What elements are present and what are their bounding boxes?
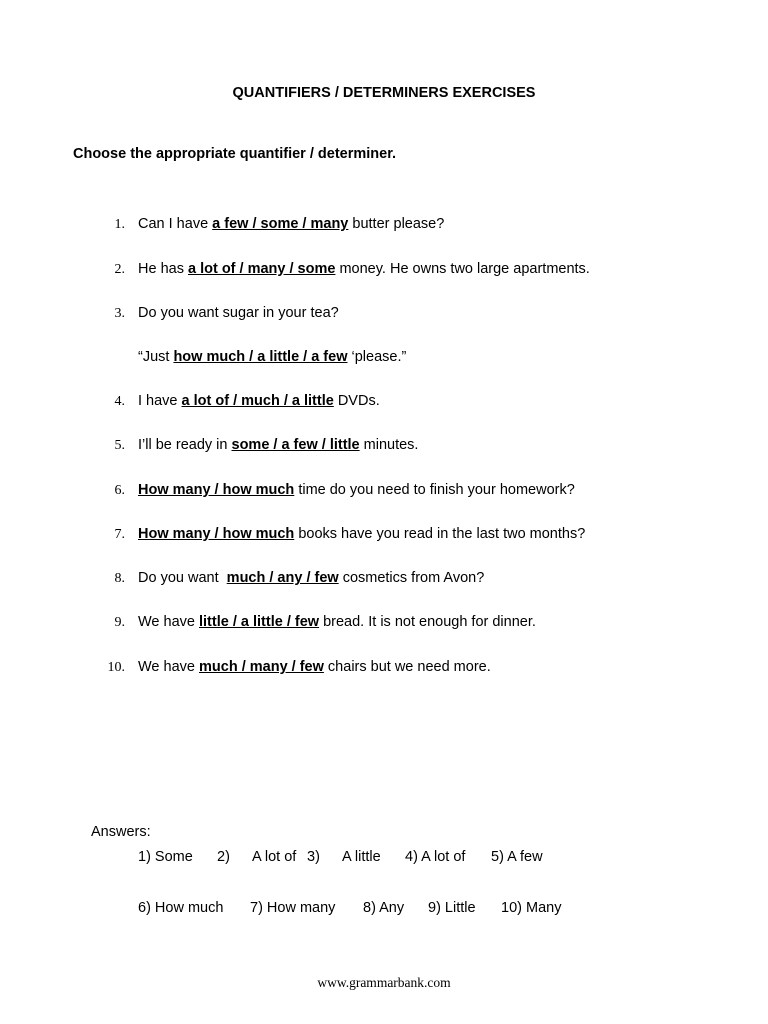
answer-item: 4) A lot of [405,849,466,865]
page-title: QUANTIFIERS / DETERMINERS EXERCISES [232,85,536,101]
question-number: 7. [114,527,125,542]
question-number: 10. [107,660,125,675]
question-text: He has [138,261,188,277]
question-item [138,305,339,321]
question-text: minutes. [359,437,419,453]
question-text: DVDs. [333,393,380,409]
question-text: time do you need to finish your homework? [294,482,575,498]
question-item [138,526,585,542]
question-item [138,437,418,453]
question-number: 8. [114,571,125,586]
question-item [138,393,380,409]
question-text: ‘please.” [347,349,407,365]
answer-item: 9) Little [428,900,476,916]
answer-item: 8) Any [363,900,405,916]
question-text: We have [138,614,199,630]
question-item [138,659,491,675]
question-options: How many / how much [138,482,295,498]
instruction-text: Choose the appropriate quantifier / determiner. [73,146,397,162]
question-number: 2. [114,262,125,277]
answer-item: A little [342,849,381,865]
answer-item: 6) How much [138,900,224,916]
question-options: much / any / few [226,570,339,586]
question-text: cosmetics from Avon? [338,570,485,586]
question-options: a lot of / much / a little [181,393,334,409]
question-text: We have [138,659,199,675]
question-item [138,216,444,232]
question-options: How many / how much [138,526,295,542]
question-text: Do you want [138,570,227,586]
answer-item: 1) Some [138,849,193,865]
question-item [138,482,575,498]
question-options: much / many / few [199,659,324,675]
question-number: 5. [114,438,125,453]
question-number: 3. [114,306,125,321]
answers-heading: Answers: [91,824,151,840]
question-text: chairs but we need more. [323,659,491,675]
answer-item: 7) How many [250,900,336,916]
question-text: bread. It is not enough for dinner. [319,614,536,630]
question-text: “Just [138,349,174,365]
question-item [138,349,406,365]
question-number: 9. [114,615,125,630]
answer-item: 5) A few [491,849,543,865]
question-text: I’ll be ready in [138,437,232,453]
question-text: I have [138,393,182,409]
footer-url: www.grammarbank.com [317,975,451,990]
question-options: some / a few / little [231,437,360,453]
question-text: Can I have [138,216,213,232]
question-options: how much / a little / a few [173,349,348,365]
question-text: Do you want sugar in your tea? [138,305,339,321]
question-item [138,570,484,586]
question-item [138,261,590,277]
question-number: 6. [114,483,125,498]
question-text: money. He owns two large apartments. [335,261,590,277]
answer-item: 2) [217,849,230,865]
question-options: a lot of / many / some [187,261,336,277]
question-text: books have you read in the last two months? [294,526,586,542]
question-options: a few / some / many [212,216,349,232]
question-text: butter please? [348,216,445,232]
answer-item: 3) [307,849,320,865]
question-number: 4. [114,394,125,409]
question-item [138,614,536,630]
question-number: 1. [114,217,125,232]
answer-item: A lot of [252,849,297,865]
answer-item: 10) Many [501,900,562,916]
question-options: little / a little / few [199,614,320,630]
